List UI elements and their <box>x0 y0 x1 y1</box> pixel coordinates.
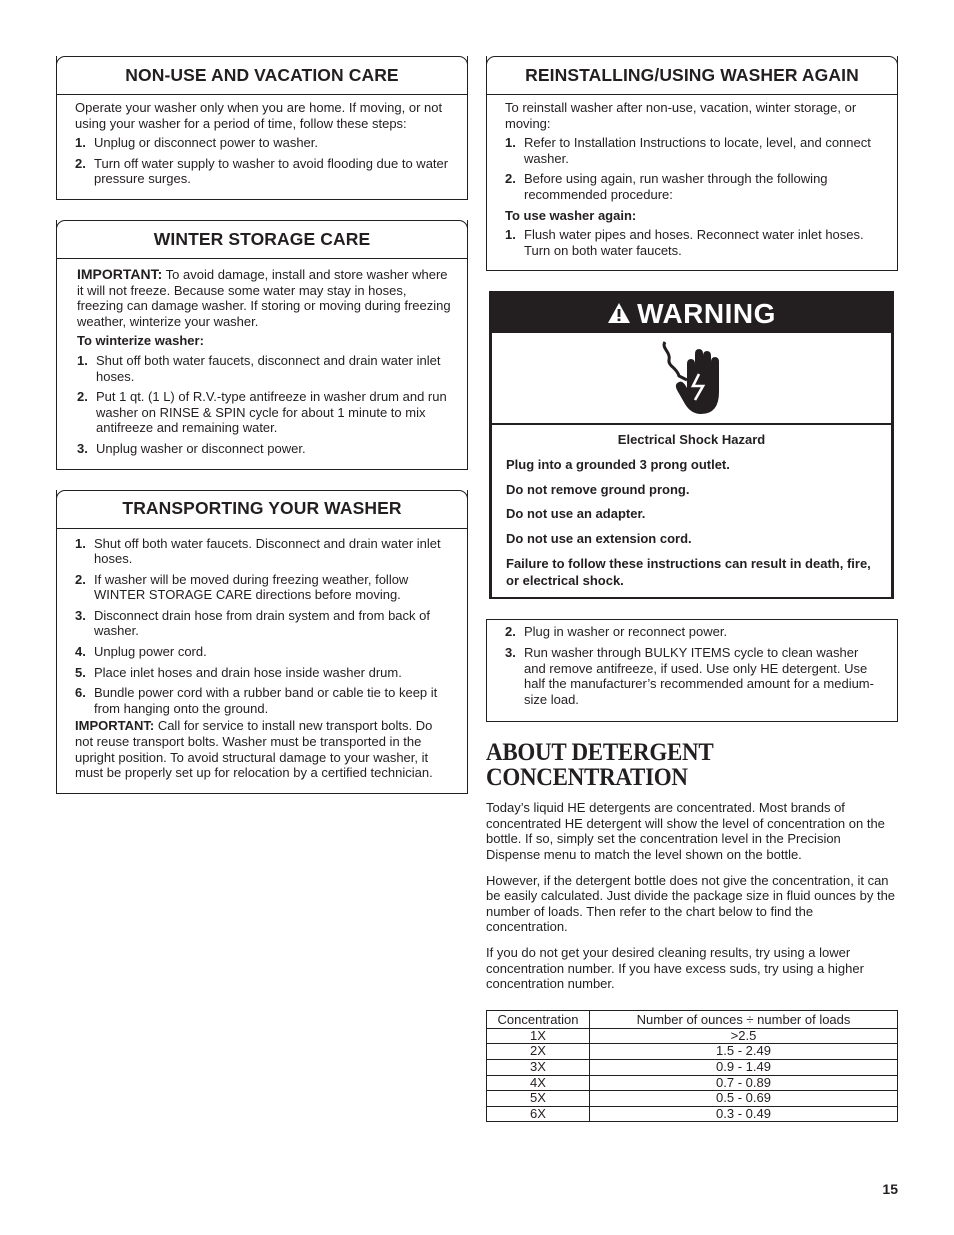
list-item: 1. Refer to Installation Instructions to locate, level, and connect washer. <box>505 135 871 166</box>
table-row <box>487 1044 898 1060</box>
warning-line: Do not use an adapter. <box>506 506 646 522</box>
section-title: NON-USE AND VACATION CARE <box>56 56 468 95</box>
warning-header <box>491 293 892 333</box>
list-item: 2. Plug in washer or reconnect power. <box>505 624 728 640</box>
table-row <box>487 1060 898 1076</box>
list-item: 4. Unplug power cord. <box>75 644 207 660</box>
warning-line: Failure to follow these instructions can result in death, fire, or electrical shock. <box>506 556 871 589</box>
list-item: 1. Shut off both water faucets. Disconnect and drain water inlet hoses. <box>75 535 441 567</box>
subheading: To use washer again: <box>505 207 637 223</box>
section-title: WINTER STORAGE CARE <box>56 220 468 259</box>
about-paragraph: However, if the detergent bottle does not give the concentration, it can be easily calculated. Just divide the package size in fluid ounces by the number of loads. Then refer to the chart below to find the concentration. <box>486 872 896 935</box>
table-cell: 1.5 - 2.49 <box>590 1044 898 1060</box>
section-title: REINSTALLING/USING WASHER AGAIN <box>486 56 898 95</box>
step-list <box>75 135 453 187</box>
table-cell: 0.5 - 0.69 <box>590 1091 898 1107</box>
concentration-table <box>486 1010 898 1123</box>
table-cell: 4X <box>487 1075 590 1091</box>
list-item: 3. Run washer through BULKY ITEMS cycle to clean washer and remove antifreeze, if used. Use only HE detergent. Use half the manufacturer’s recommended amount for a medium-size load. <box>505 644 874 707</box>
list-item: 1. Flush water pipes and hoses. Reconnect water inlet hoses. Turn on both water faucets. <box>505 227 864 258</box>
table-header-row <box>487 1010 898 1028</box>
list-item: 2. Before using again, run washer through the following recommended procedure: <box>505 171 828 202</box>
section-intro: Operate your washer only when you are home. If moving, or not using your washer for a period of time, follow these steps: <box>75 100 443 131</box>
warning-line: Do not use an extension cord. <box>506 530 692 546</box>
list-item: 3. Unplug washer or disconnect power. <box>77 440 306 456</box>
transporting-section <box>56 490 468 794</box>
list-item: 5. Place inlet hoses and drain hose inside washer drum. <box>75 664 402 680</box>
table-cell: >2.5 <box>590 1028 898 1044</box>
table-row <box>487 1028 898 1044</box>
subheading: To winterize washer: <box>77 333 204 349</box>
warning-title: WARNING <box>637 297 776 329</box>
table-cell: 0.7 - 0.89 <box>590 1075 898 1091</box>
warning-triangle-icon <box>607 302 631 324</box>
right-column <box>486 56 898 1122</box>
warning-line: Plug into a grounded 3 prong outlet. <box>506 456 730 472</box>
step-list <box>77 353 453 457</box>
warning-box <box>489 291 894 599</box>
warning-line: Do not remove ground prong. <box>506 481 690 497</box>
table-cell: 6X <box>487 1106 590 1122</box>
left-column <box>56 56 468 794</box>
table-cell: 3X <box>487 1060 590 1076</box>
table-cell: 0.3 - 0.49 <box>590 1106 898 1122</box>
reinstalling-continued <box>486 619 898 722</box>
section-intro: To reinstall washer after non-use, vacation, winter storage, or moving: <box>505 100 857 131</box>
non-use-section <box>56 56 468 200</box>
about-title: ABOUT DETERGENT CONCENTRATION <box>486 739 714 792</box>
list-item: 2. Put 1 qt. (1 L) of R.V.-type antifreeze in washer drum and run washer on RINSE & SPIN cycle for about 1 minute to mix antifreeze and remaining water. <box>77 389 447 436</box>
about-paragraph: Today’s liquid HE detergents are concentrated. Most brands of concentrated HE detergent will show the level of concentration on the bottle. If so, simply set the concentration level in the Precision Dispense menu to match the level shown on the bottle. <box>486 800 885 863</box>
table-cell: 0.9 - 1.49 <box>590 1060 898 1076</box>
warning-body <box>492 425 891 597</box>
electrical-shock-icon <box>492 333 891 425</box>
table-row <box>487 1075 898 1091</box>
table-cell: 5X <box>487 1091 590 1107</box>
important-note: IMPORTANT: To avoid damage, install and store washer where it will not freeze. Because some water may stay in hoses, freezing can damage washer. If storing or moving during freezing weather, winterize your washer. <box>77 265 451 329</box>
important-note: IMPORTANT: Call for service to install new transport bolts. Do not reuse transport bolts. Washer must be transported in the upright position. To avoid structural damage to your washer, it must be properly set up for relocation by a certified technician. <box>75 718 433 781</box>
reinstalling-section <box>486 56 898 271</box>
column-header: Number of ounces ÷ number of loads <box>590 1010 898 1028</box>
step-list <box>75 536 453 717</box>
list-item: 1. Unplug or disconnect power to washer. <box>75 135 319 151</box>
list-item: 2. Turn off water supply to washer to avoid flooding due to water pressure surges. <box>75 155 449 187</box>
winter-storage-section <box>56 220 468 470</box>
table-cell: 2X <box>487 1044 590 1060</box>
list-item: 2. If washer will be moved during freezing weather, follow WINTER STORAGE CARE directions before moving. <box>75 571 409 603</box>
column-header: Concentration <box>487 1010 590 1028</box>
about-paragraph: If you do not get your desired cleaning results, try using a lower concentration number. If you have excess suds, try using a higher concentration number. <box>486 945 864 992</box>
step-list <box>505 135 883 202</box>
table-row <box>487 1106 898 1122</box>
table-cell: 1X <box>487 1028 590 1044</box>
section-title: TRANSPORTING YOUR WASHER <box>56 490 468 529</box>
step-list <box>505 624 883 707</box>
list-item: 6. Bundle power cord with a rubber band or cable tie to keep it from hanging onto the ground. <box>75 685 438 716</box>
list-item: 3. Disconnect drain hose from drain system and from back of washer. <box>75 607 430 639</box>
page-number: 15 <box>882 1181 898 1197</box>
table-row <box>487 1091 898 1107</box>
step-list <box>505 227 883 258</box>
hazard-title: Electrical Shock Hazard <box>617 432 766 448</box>
list-item: 1. Shut off both water faucets, disconnect and drain water inlet hoses. <box>77 352 441 384</box>
